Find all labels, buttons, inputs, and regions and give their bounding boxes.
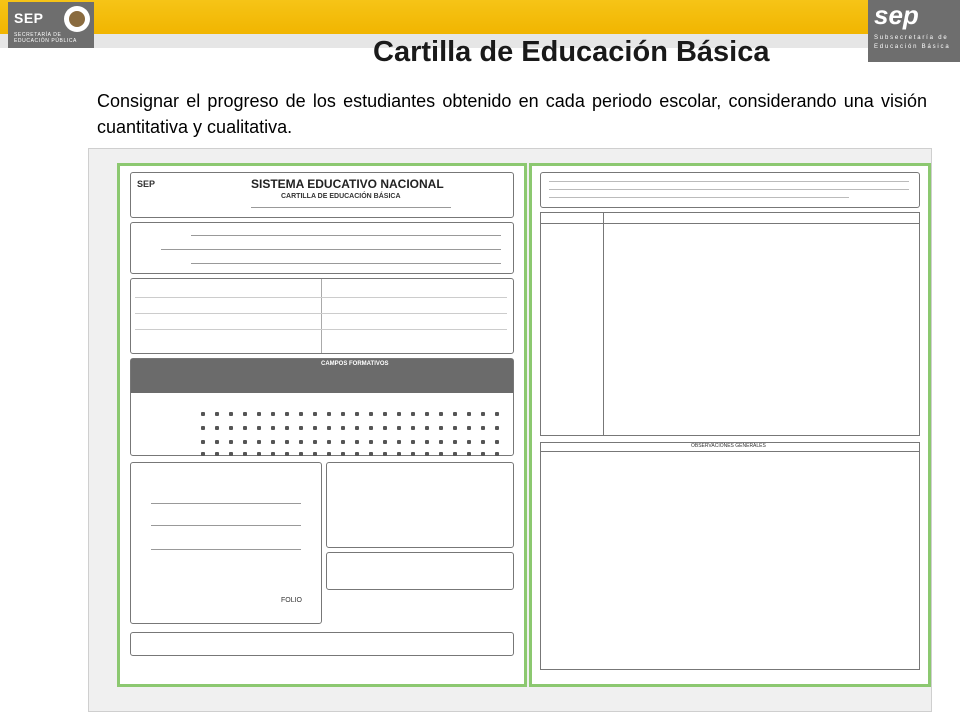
school-periods-box — [130, 632, 514, 656]
sep-logo-text: SEP — [14, 10, 44, 26]
instructions-box — [540, 172, 920, 208]
campos-formativos-label: CAMPOS FORMATIVOS — [321, 361, 389, 367]
report-card-front-page — [117, 163, 527, 687]
parent-box — [326, 462, 514, 548]
support-table — [540, 212, 920, 436]
form-system-title: SISTEMA EDUCATIVO NACIONAL — [251, 177, 444, 191]
form-cartilla-title: CARTILLA DE EDUCACIÓN BÁSICA — [281, 193, 401, 200]
observaciones-box — [540, 442, 920, 670]
report-card-back-page — [529, 163, 931, 687]
coat-of-arms-icon — [64, 6, 90, 32]
folio-label: FOLIO — [281, 597, 303, 604]
sep-logo-right-subtitle: Subsecretaría de Educación Básica — [874, 35, 951, 50]
slide-title: Cartilla de Educación Básica — [373, 36, 770, 68]
form-sep-mark: SEP — [137, 179, 156, 189]
pass-box — [326, 552, 514, 590]
sep-logo-subtitle: SECRETARÍA DE EDUCACIÓN PÚBLICA — [14, 32, 77, 44]
top-yellow-band — [0, 0, 960, 34]
slide-caption: Consignar el progreso de los estudiantes obtenido en cada periodo escolar, considerando una visión cuantitativa y cualitativa. — [97, 91, 927, 137]
sep-logo-right-text: sep — [874, 0, 919, 30]
student-data-box — [130, 222, 514, 274]
performance-levels-box — [130, 278, 514, 354]
sep-logo-left — [8, 2, 94, 48]
signature-box — [130, 462, 322, 624]
observaciones-label: OBSERVACIONES GENERALES — [691, 443, 766, 449]
report-card-image — [88, 148, 932, 712]
form-header-box — [130, 172, 514, 218]
campos-formativos-grid — [130, 358, 514, 456]
sep-logo-right — [868, 0, 960, 62]
